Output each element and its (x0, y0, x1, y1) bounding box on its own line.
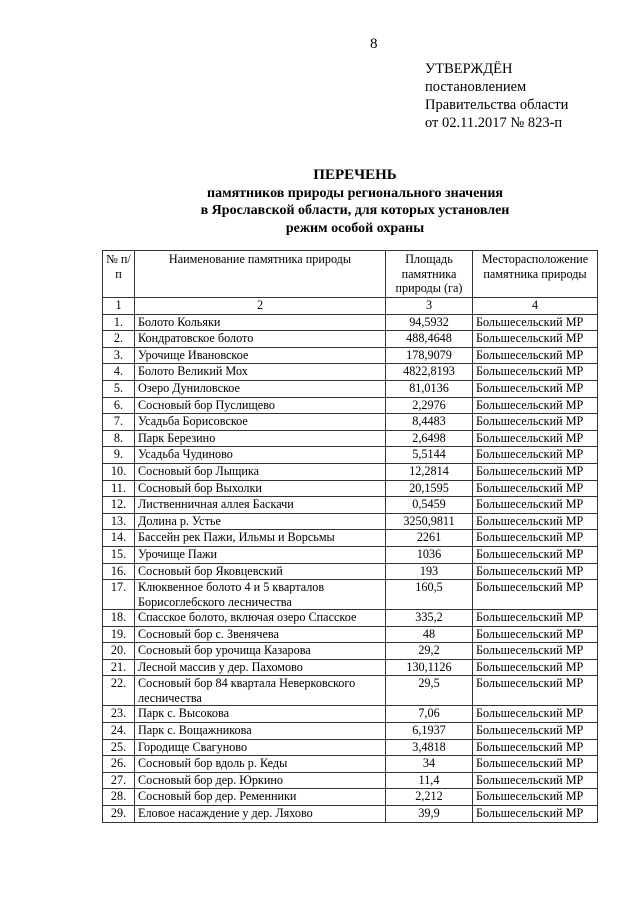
monument-area: 2,212 (386, 789, 473, 806)
header-name: Наименование памятника природы (135, 251, 386, 298)
table-row (103, 580, 598, 610)
monument-name: Сосновый бор с. Звенячева (135, 626, 386, 643)
monument-location: Большесельский МР (473, 480, 598, 497)
row-number: 11. (103, 480, 135, 497)
monument-location: Большесельский МР (473, 314, 598, 331)
row-number: 25. (103, 739, 135, 756)
monument-location: Большесельский МР (473, 659, 598, 676)
row-number: 1. (103, 314, 135, 331)
monument-location: Большесельский МР (473, 626, 598, 643)
table-row (103, 610, 598, 627)
monument-area: 48 (386, 626, 473, 643)
monument-area: 81,0136 (386, 380, 473, 397)
monument-area: 130,1126 (386, 659, 473, 676)
row-number: 24. (103, 723, 135, 740)
monument-location: Большесельский МР (473, 497, 598, 514)
monument-location: Большесельский МР (473, 546, 598, 563)
monument-location: Большесельский МР (473, 364, 598, 381)
monument-name: Еловое насаждение у дер. Ляхово (135, 806, 386, 823)
monument-area: 335,2 (386, 610, 473, 627)
row-number: 2. (103, 331, 135, 348)
table-row (103, 659, 598, 676)
table-row (103, 463, 598, 480)
page-number: 8 (370, 36, 378, 52)
monument-name: Сосновый бор дер. Ременники (135, 789, 386, 806)
monument-name: Сосновый бор Лыщика (135, 463, 386, 480)
monument-location: Большесельский МР (473, 513, 598, 530)
table-row (103, 364, 598, 381)
row-number: 13. (103, 513, 135, 530)
table-row (103, 414, 598, 431)
row-number: 19. (103, 626, 135, 643)
monument-name: Усадьба Борисовское (135, 414, 386, 431)
monument-area: 3,4818 (386, 739, 473, 756)
monument-name: Лесной массив у дер. Пахомово (135, 659, 386, 676)
row-number: 21. (103, 659, 135, 676)
monument-area: 11,4 (386, 772, 473, 789)
row-number: 9. (103, 447, 135, 464)
monument-location: Большесельский МР (473, 331, 598, 348)
monument-area: 20,1595 (386, 480, 473, 497)
monument-area: 4822,8193 (386, 364, 473, 381)
monument-area: 34 (386, 756, 473, 773)
approval-line: Правительства области (425, 97, 569, 113)
header-number: № п/п (103, 251, 135, 298)
monument-location: Большесельский МР (473, 414, 598, 431)
row-number: 3. (103, 347, 135, 364)
monument-name: Сосновый бор Выхолки (135, 480, 386, 497)
monument-name: Урочище Пажи (135, 546, 386, 563)
title-line: режим особой охраны (285, 220, 425, 236)
monument-location: Большесельский МР (473, 610, 598, 627)
monument-area: 7,06 (386, 706, 473, 723)
table-row (103, 497, 598, 514)
title-line: в Ярославской области, для которых установлен (200, 203, 510, 218)
row-number: 28. (103, 789, 135, 806)
row-number: 16. (103, 563, 135, 580)
monument-area: 5,5144 (386, 447, 473, 464)
monument-area: 94,5932 (386, 314, 473, 331)
table-header-row (103, 251, 598, 298)
monument-name: Кондратовское болото (135, 331, 386, 348)
monument-area: 2,2976 (386, 397, 473, 414)
column-number: 4 (473, 298, 598, 315)
monument-name: Клюквенное болото 4 и 5 кварталов Борисоглебского лесничества (135, 580, 386, 610)
monument-name: Лиственничная аллея Баскачи (135, 497, 386, 514)
monument-location: Большесельский МР (473, 447, 598, 464)
monument-location: Большесельский МР (473, 580, 598, 610)
monument-location: Большесельский МР (473, 397, 598, 414)
table-row (103, 626, 598, 643)
table-row (103, 789, 598, 806)
row-number: 7. (103, 414, 135, 431)
monument-area: 29,5 (386, 676, 473, 706)
row-number: 15. (103, 546, 135, 563)
table-row (103, 706, 598, 723)
monument-location: Большесельский МР (473, 756, 598, 773)
monument-name: Сосновый бор вдоль р. Кеды (135, 756, 386, 773)
monument-name: Сосновый бор дер. Юркино (135, 772, 386, 789)
table-row (103, 380, 598, 397)
monument-location: Большесельский МР (473, 463, 598, 480)
table-row (103, 772, 598, 789)
row-number: 23. (103, 706, 135, 723)
monument-area: 1036 (386, 546, 473, 563)
row-number: 17. (103, 580, 135, 610)
row-number: 12. (103, 497, 135, 514)
approval-line: от 02.11.2017 № 823-п (425, 115, 563, 131)
monument-name: Сосновый бор Яковцевский (135, 563, 386, 580)
row-number: 8. (103, 430, 135, 447)
monument-name: Спасское болото, включая озеро Спасское (135, 610, 386, 627)
row-number: 27. (103, 772, 135, 789)
row-number: 29. (103, 806, 135, 823)
monument-area: 2,6498 (386, 430, 473, 447)
monument-name: Озеро Дуниловское (135, 380, 386, 397)
monument-name: Болото Кольяки (135, 314, 386, 331)
monuments-table (102, 250, 598, 823)
row-number: 20. (103, 643, 135, 660)
monument-location: Большесельский МР (473, 789, 598, 806)
monument-location: Большесельский МР (473, 643, 598, 660)
approval-line: постановлением (425, 79, 527, 95)
table-row (103, 806, 598, 823)
header-location: Месторасположение памятника природы (473, 251, 598, 298)
monument-location: Большесельский МР (473, 430, 598, 447)
table-row (103, 643, 598, 660)
approval-block (425, 60, 568, 132)
monument-name: Урочище Ивановское (135, 347, 386, 364)
monument-location: Большесельский МР (473, 676, 598, 706)
monument-area: 6,1937 (386, 723, 473, 740)
monument-name: Сосновый бор Пуслищево (135, 397, 386, 414)
column-number: 2 (135, 298, 386, 315)
table-row (103, 513, 598, 530)
monument-name: Парк с. Вощажникова (135, 723, 386, 740)
monument-name: Болото Великий Мох (135, 364, 386, 381)
monument-name: Усадьба Чудиново (135, 447, 386, 464)
approval-line: УТВЕРЖДЁН (425, 61, 513, 77)
monument-name: Городище Свагуново (135, 739, 386, 756)
monument-area: 488,4648 (386, 331, 473, 348)
table-row (103, 331, 598, 348)
table-row (103, 723, 598, 740)
monument-area: 39,9 (386, 806, 473, 823)
row-number: 14. (103, 530, 135, 547)
monument-name: Парк с. Высокова (135, 706, 386, 723)
row-number: 10. (103, 463, 135, 480)
column-number: 3 (386, 298, 473, 315)
row-number: 22. (103, 676, 135, 706)
title-heading: ПЕРЕЧЕНЬ (313, 167, 397, 183)
table-row (103, 563, 598, 580)
monument-location: Большесельский МР (473, 530, 598, 547)
table-row (103, 546, 598, 563)
monument-location: Большесельский МР (473, 739, 598, 756)
monument-area: 12,2814 (386, 463, 473, 480)
row-number: 26. (103, 756, 135, 773)
title-line: памятников природы регионального значения (207, 185, 503, 201)
row-number: 5. (103, 380, 135, 397)
monument-name: Сосновый бор 84 квартала Неверковского лесничества (135, 676, 386, 706)
table-row (103, 397, 598, 414)
row-number: 6. (103, 397, 135, 414)
table-row (103, 530, 598, 547)
table-row (103, 676, 598, 706)
table-row (103, 480, 598, 497)
monument-location: Большесельский МР (473, 563, 598, 580)
monument-name: Парк Березино (135, 430, 386, 447)
table-row (103, 347, 598, 364)
monument-area: 0,5459 (386, 497, 473, 514)
monument-name: Долина р. Устье (135, 513, 386, 530)
column-number-row (103, 298, 598, 315)
monument-location: Большесельский МР (473, 706, 598, 723)
table-row (103, 447, 598, 464)
monument-area: 193 (386, 563, 473, 580)
monument-name: Сосновый бор урочища Казарова (135, 643, 386, 660)
table-row (103, 430, 598, 447)
monument-location: Большесельский МР (473, 806, 598, 823)
monument-area: 178,9079 (386, 347, 473, 364)
row-number: 18. (103, 610, 135, 627)
table-row (103, 756, 598, 773)
document-title (150, 167, 560, 237)
monument-location: Большесельский МР (473, 723, 598, 740)
row-number: 4. (103, 364, 135, 381)
monument-area: 2261 (386, 530, 473, 547)
column-number: 1 (103, 298, 135, 315)
monument-location: Большесельский МР (473, 380, 598, 397)
table-row (103, 739, 598, 756)
monument-location: Большесельский МР (473, 347, 598, 364)
monument-area: 8,4483 (386, 414, 473, 431)
monument-name: Бассейн рек Пажи, Ильмы и Ворсьмы (135, 530, 386, 547)
header-area: Площадь памятника природы (га) (386, 251, 473, 298)
monument-area: 160,5 (386, 580, 473, 610)
table-row (103, 314, 598, 331)
monument-area: 3250,9811 (386, 513, 473, 530)
monument-location: Большесельский МР (473, 772, 598, 789)
monument-area: 29,2 (386, 643, 473, 660)
